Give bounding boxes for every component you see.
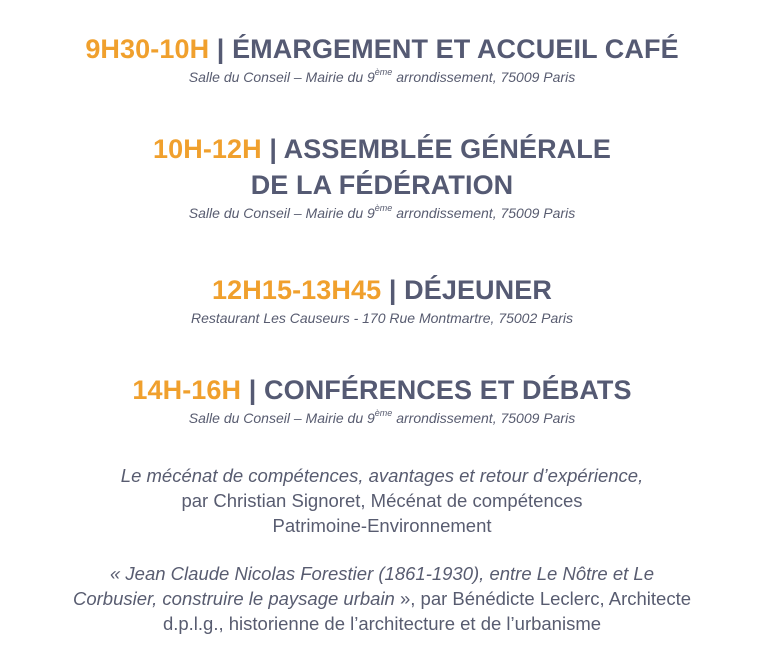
event-separator: | bbox=[388, 275, 397, 305]
event-time: 9H30-10H bbox=[85, 34, 210, 64]
agenda-item-conferences bbox=[0, 372, 764, 428]
agenda-item-lunch bbox=[0, 272, 764, 328]
event-heading-line2 bbox=[0, 167, 764, 203]
location-text: Salle du Conseil – Mairie du 9 bbox=[188, 69, 375, 85]
agenda-item-welcome bbox=[0, 31, 764, 87]
event-title-line1: ASSEMBLÉE GÉNÉRALE bbox=[283, 134, 611, 164]
talk-speaker-org: Patrimoine-Environnement bbox=[272, 515, 492, 536]
event-heading bbox=[0, 131, 764, 167]
event-time: 14H-16H bbox=[132, 375, 242, 405]
location-superscript: ème bbox=[374, 67, 393, 78]
talk-speaker-description: d.p.l.g., historienne de l’architecture et de l’urbanisme bbox=[162, 613, 602, 634]
event-time: 12H15-13H45 bbox=[212, 275, 382, 305]
location-superscript: ème bbox=[374, 408, 393, 419]
event-location bbox=[0, 203, 764, 223]
event-title: DÉJEUNER bbox=[404, 275, 552, 305]
event-heading bbox=[0, 272, 764, 308]
event-location bbox=[0, 67, 764, 87]
event-title: ÉMARGEMENT ET ACCUEIL CAFÉ bbox=[232, 34, 679, 64]
event-time: 10H-12H bbox=[153, 134, 262, 164]
talk-title: Le mécénat de compétences, avantages et retour d’expérience, bbox=[120, 465, 644, 486]
event-location: Restaurant Les Causeurs - 170 Rue Montmartre, 75002 Paris bbox=[190, 310, 574, 326]
talk-speaker: par Christian Signoret, Mécénat de compétences bbox=[181, 490, 583, 511]
event-heading bbox=[0, 372, 764, 408]
talk-title-end: Corbusier, construire le paysage urbain bbox=[72, 588, 395, 609]
event-separator: | bbox=[216, 34, 225, 64]
location-text: Salle du Conseil – Mairie du 9 bbox=[188, 205, 375, 221]
event-title: CONFÉRENCES ET DÉBATS bbox=[264, 375, 632, 405]
talk-title-line2 bbox=[0, 586, 764, 611]
agenda-item-general-assembly bbox=[0, 131, 764, 223]
talk-title: « Jean Claude Nicolas Forestier (1861-1930), entre Le Nôtre et Le bbox=[110, 563, 654, 584]
location-text-rest: arrondissement, 75009 Paris bbox=[392, 69, 576, 85]
talk-speaker: », par Bénédicte Leclerc, Architecte bbox=[394, 588, 692, 609]
location-text: Salle du Conseil – Mairie du 9 bbox=[188, 410, 375, 426]
location-text-rest: arrondissement, 75009 Paris bbox=[392, 205, 576, 221]
event-separator: | bbox=[269, 134, 278, 164]
event-title-line2: DE LA FÉDÉRATION bbox=[250, 170, 514, 200]
event-location bbox=[0, 408, 764, 428]
talk-item-mecenat bbox=[0, 463, 764, 538]
event-separator: | bbox=[248, 375, 257, 405]
talk-item-forestier bbox=[0, 561, 764, 636]
event-heading bbox=[0, 31, 764, 67]
location-text-rest: arrondissement, 75009 Paris bbox=[392, 410, 576, 426]
location-superscript: ème bbox=[374, 203, 393, 214]
